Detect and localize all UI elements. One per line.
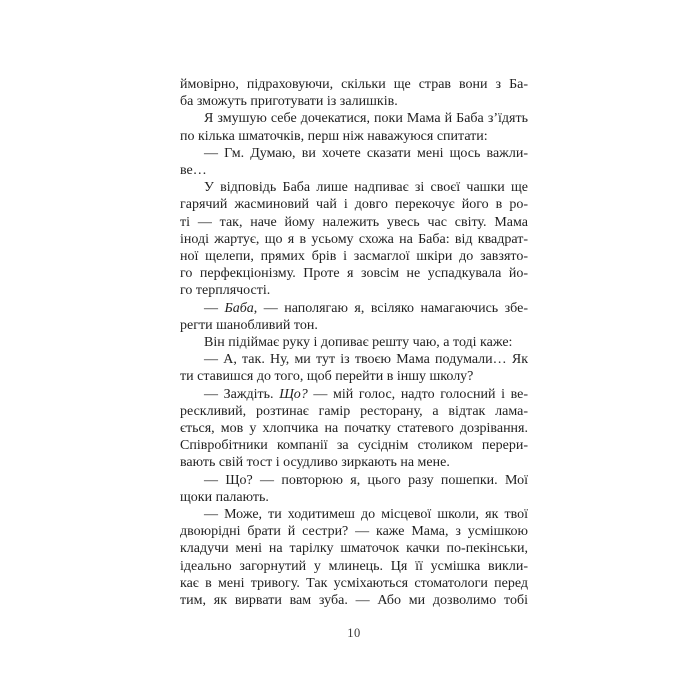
text-line: ється, мов у хлопчика на початку статевого дозрівання.	[180, 421, 528, 437]
text-line: У відповідь Баба лише надпиває зі своєї чашки ще	[204, 180, 528, 196]
text-line: ної щелепи, прямих брів і засмаглої шкіри до завзято-	[180, 249, 528, 265]
page-number: 10	[347, 626, 361, 640]
text-line: ймовірно, підраховуючи, скільки ще страв вони з Ба-	[180, 77, 528, 92]
text-line: — Гм. Думаю, ви хочете сказати мені щось важли-	[204, 145, 528, 161]
text-line: Я змушую себе дочекатися, поки Мама й Баба з’їдять	[204, 111, 528, 127]
text-line: ба зможуть приготувати із залишків.	[180, 94, 398, 110]
text-line: кає в мені тривогу. Так усміхаються стоматологи перед	[180, 575, 528, 591]
text-line: двоюрідні брати й сестри? — каже Мама, з усмішкою	[180, 524, 528, 540]
text-line: Співробітники компанії за сусіднім столиком перери-	[180, 438, 528, 454]
text-line: ти ставишся до того, щоб перейти в іншу школу?	[180, 369, 474, 385]
text-line: ве…	[180, 163, 207, 179]
text-line: по кілька шматочків, перш ніж наважуюся спитати:	[180, 128, 488, 144]
text-line: — Баба, — наполягаю я, всіляко намагаючись збе-	[204, 300, 528, 316]
text-line: Він підіймає руку і допиває решту чаю, а тоді каже:	[204, 335, 513, 351]
text-line: — Може, ти ходитимеш до місцевої школи, як твої	[204, 507, 528, 523]
page-text	[180, 76, 528, 609]
text-line: ті — так, наче йому належить увесь час світу. Мама	[180, 214, 528, 230]
text-line: вають свій тост і осудливо зиркають на мене.	[180, 455, 450, 471]
text-line: — А, так. Ну, ми тут із твоєю Мама подумали… Як	[204, 352, 528, 368]
text-line: ідеально загорнутий у млинець. Ця її усмішка викли-	[180, 558, 528, 574]
text-line: рескливий, розтинає гамір ресторану, а відтак лама-	[180, 403, 528, 419]
text-line: — Що? — повторюю я, цього разу пошепки. Мої	[204, 472, 528, 488]
text-line: — Заждіть. Що? — мій голос, надто голосний і ве-	[204, 386, 528, 402]
text-line: гарячий жасминовий чай і довго перекочує його в ро-	[180, 197, 528, 213]
text-line: регти шанобливий тон.	[180, 317, 318, 333]
text-line: кладучи мені на тарілку шматочок качки по-пекінськи,	[180, 541, 528, 557]
text-line: щоки палають.	[180, 489, 269, 505]
text-line: тим, як вирвати вам зуба. — Або ми дозволимо тобі	[180, 593, 528, 609]
text-line: іноді жартує, що я в усьому схожа на Баба: від квадрат-	[180, 231, 528, 247]
text-line: го терплячості.	[180, 283, 271, 299]
text-line: го перфекціонізму. Проте я зовсім не успадкувала йо-	[180, 266, 528, 282]
